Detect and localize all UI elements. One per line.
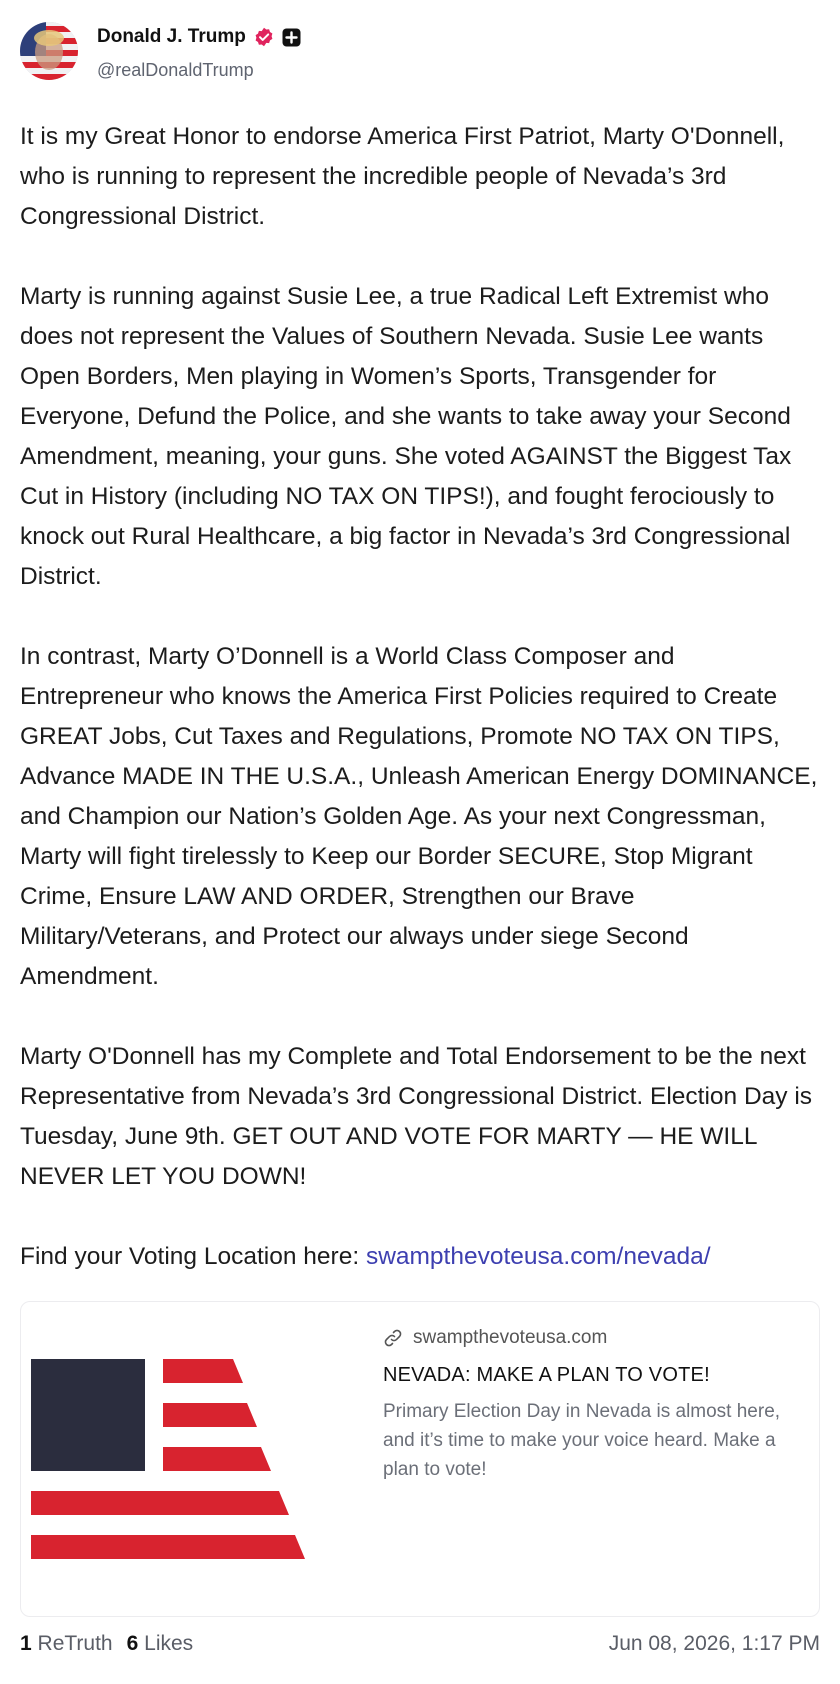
voting-location-link[interactable]: swampthevoteusa.com/nevada/ [365, 1243, 711, 1270]
post-footer [20, 1632, 820, 1664]
post-paragraph: Marty O'Donnell has my Complete and Total Endorsement to be the next Representative from Nevada’s 3rd Congressional District. Election Day is Tuesday, June 9th. GET OUT AND VOTE FOR MARTY — HE WILL NEVER LET YOU DOWN! [20, 1043, 813, 1190]
post-paragraph: It is my Great Honor to endorse America First Patriot, Marty O'Donnell, who is running to represent the incredible people of Nevada’s 3rd Congressional District. [20, 123, 785, 230]
post-paragraph: Marty is running against Susie Lee, a true Radical Left Extremist who does not represent the Values of Southern Nevada. Susie Lee wants Open Borders, Men playing in Women’s Sports, Transgender for Everyone, Defund the Police, and she wants to take away your Second Amendment, meaning, your guns. She voted AGAINST the Biggest Tax Cut in History (including NO TAX ON TIPS!), and fought ferociously to knock out Rural Healthcare, a big factor in Nevada’s 3rd Congressional District. [20, 283, 792, 590]
flag-stripe [163, 1359, 243, 1383]
stylized-american-flag-thumbnail [21, 1302, 369, 1614]
link-preview-domain: swampthevoteusa.com [413, 1327, 608, 1348]
verified-badge-icon [254, 27, 274, 47]
retruth-stat[interactable] [20, 1632, 113, 1656]
flag-stripe [163, 1403, 257, 1427]
retruth-label: ReTruth [37, 1632, 113, 1655]
post-stats [20, 1632, 193, 1656]
voting-location-prefix: Find your Voting Location here: [20, 1243, 366, 1270]
link-preview-description: Primary Election Day in Nevada is almost here, and it’s time to make your voice heard. Make a plan to vote! [383, 1401, 781, 1480]
likes-count: 6 [126, 1632, 139, 1655]
retruth-count: 1 [20, 1632, 32, 1655]
post-header [20, 20, 820, 84]
likes-stat[interactable] [127, 1632, 194, 1656]
author-handle[interactable]: @realDonaldTrump [97, 60, 254, 80]
link-icon [383, 1328, 403, 1348]
author-display-name[interactable]: Donald J. Trump [97, 26, 246, 47]
post-text [20, 117, 820, 1277]
flag-stripe [163, 1447, 271, 1471]
post-paragraph: In contrast, Marty O’Donnell is a World Class Composer and Entrepreneur who knows the America First Policies required to Create GREAT Jobs, Cut Taxes and Regulations, Promote NO TAX ON TIPS, Advance MADE IN THE U.S.A., Unleash American Energy DOMINANCE, and Champion our Nation’s Golden Age. As your next Congressman, Marty will fight tirelessly to Keep our Border SECURE, Stop Migrant Crime, Ensure LAW AND ORDER, Strengthen our Brave Military/Veterans, and Protect our always under siege Second Amendment. [20, 643, 818, 990]
link-preview-info [383, 1326, 803, 1484]
voting-location-line [20, 1237, 820, 1277]
author-name-row [97, 26, 301, 48]
likes-label: Likes [144, 1632, 194, 1655]
post-timestamp[interactable]: Jun 08, 2026, 1:17 PM [608, 1632, 820, 1655]
flag-canton [31, 1359, 145, 1471]
flag-stripe [31, 1491, 289, 1515]
link-preview-card[interactable] [20, 1301, 820, 1617]
link-preview-domain-row [383, 1326, 803, 1350]
author-avatar[interactable] [20, 22, 78, 80]
link-preview-title[interactable]: NEVADA: MAKE A PLAN TO VOTE! [383, 1364, 710, 1386]
plus-badge-icon [282, 28, 301, 47]
flag-portrait-avatar-icon [20, 22, 78, 80]
flag-stripe [31, 1535, 305, 1559]
